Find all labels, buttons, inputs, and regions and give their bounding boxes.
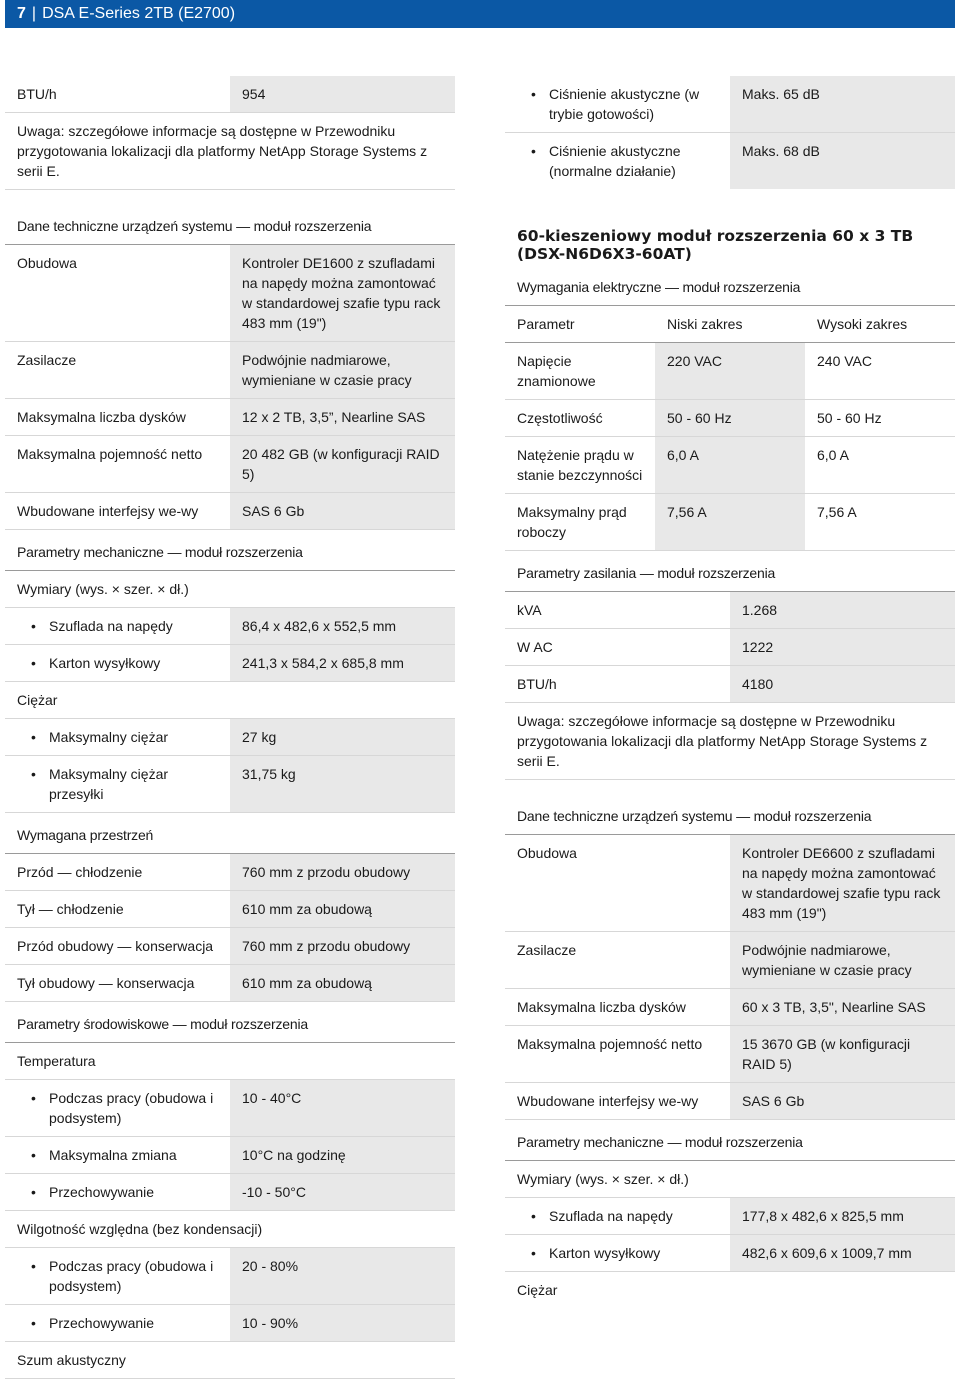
section-heading: Wymagana przestrzeń [5, 813, 455, 854]
spec-label: Obudowa [517, 845, 577, 861]
spec-row [505, 932, 955, 989]
spec-row [505, 76, 955, 133]
note-text: Uwaga: szczegółowe informacje są dostępne w Przewodniku przygotowania lokalizacji dla platformy NetApp Storage Systems z serii E. [5, 113, 455, 190]
group-label: Ciężar [5, 682, 455, 719]
spec-label-text: Maksymalny ciężar przesyłki [49, 766, 169, 802]
spec-value: Kontroler DE6600 z szufladami na napędy można zamontować w standardowej szafie typu rack 483 mm (19") [730, 835, 955, 931]
spec-label: Przód obudowy — konserwacja [17, 938, 214, 954]
group-label: Ciężar [517, 1282, 558, 1298]
table-cell: 7,56 A [655, 494, 805, 550]
spec-label [5, 1174, 230, 1210]
spec-label [505, 76, 730, 132]
spec-value: 10 - 40°C [230, 1080, 455, 1136]
spec-value: Podwójnie nadmiarowe, wymieniane w czasie pracy [230, 342, 455, 398]
column-header: Wysoki zakres [817, 316, 908, 332]
spec-row [5, 342, 455, 399]
spec-label-text: Maksymalna zmiana [49, 1147, 177, 1163]
spec-label [5, 1305, 230, 1341]
spec-label: Obudowa [17, 255, 77, 271]
bullet-icon: • [31, 1184, 36, 1200]
header-separator: | [31, 5, 37, 22]
spec-value: Podwójnie nadmiarowe, wymieniane w czasie pracy [730, 932, 955, 988]
spec-label-text: Maksymalny ciężar [49, 729, 169, 745]
right-column [505, 76, 955, 1308]
section-heading: Parametry mechaniczne — moduł rozszerzenia [5, 530, 455, 571]
spec-label: Maksymalna liczba dysków [517, 999, 686, 1015]
bullet-icon: • [31, 618, 36, 634]
spec-value: 954 [230, 76, 455, 112]
spec-label [5, 1248, 230, 1304]
spec-row [5, 399, 455, 436]
spec-value: 4180 [730, 666, 955, 702]
note-text: Uwaga: szczegółowe informacje są dostępne w Przewodniku przygotowania lokalizacji dla platformy NetApp Storage Systems z serii E. [505, 703, 955, 780]
spec-row [505, 592, 955, 629]
group-label: Wymiary (wys. × szer. × dł.) [505, 1161, 955, 1198]
module-title: 60-kieszeniowy moduł rozszerzenia 60 x 3 TB (DSX-N6D6X3-60AT) [517, 227, 914, 263]
section-heading: Dane techniczne urządzeń systemu — moduł rozszerzenia [505, 794, 955, 835]
spec-label-text: Przechowywanie [49, 1184, 155, 1200]
table-cell: Częstotliwość [517, 410, 603, 426]
spec-row [505, 666, 955, 703]
spec-row [5, 245, 455, 342]
spec-label: Przód — chłodzenie [17, 864, 143, 880]
table-cell: Napięcie znamionowe [517, 353, 596, 389]
bullet-icon: • [31, 1315, 36, 1331]
spec-label: Tył obudowy — konserwacja [17, 975, 195, 991]
spec-label [505, 133, 730, 189]
spec-row [505, 1198, 955, 1235]
group-label: Temperatura [5, 1043, 455, 1080]
column-header: Niski zakres [667, 316, 743, 332]
table-row [505, 400, 955, 437]
section-heading: Dane techniczne urządzeń systemu — moduł rozszerzenia [5, 204, 455, 245]
spec-value: 482,6 x 609,6 x 1009,7 mm [730, 1235, 955, 1271]
spec-value: 10°C na godzinę [230, 1137, 455, 1173]
spec-label: BTU/h [517, 676, 557, 692]
column-header: Parametr [517, 316, 575, 332]
spec-value: Maks. 68 dB [730, 133, 955, 189]
spec-value: 610 mm za obudową [230, 891, 455, 927]
spec-value: 15 3670 GB (w konfiguracji RAID 5) [730, 1026, 955, 1082]
bullet-icon: • [531, 1208, 536, 1224]
spec-label [5, 756, 230, 812]
spec-label [5, 1137, 230, 1173]
spec-label-text: Szuflada na napędy [549, 1208, 673, 1224]
table-row [505, 343, 955, 400]
table-cell: 6,0 A [655, 437, 805, 493]
spec-row [505, 989, 955, 1026]
spec-value: 10 - 90% [230, 1305, 455, 1341]
spec-value: 86,4 x 482,6 x 552,5 mm [230, 608, 455, 644]
table-row [505, 437, 955, 494]
spec-row [5, 756, 455, 813]
spec-row [505, 1026, 955, 1083]
spec-label: BTU/h [17, 86, 57, 102]
spec-label: W AC [517, 639, 553, 655]
spec-label: Tył — chłodzenie [17, 901, 124, 917]
spec-row [5, 76, 455, 113]
spec-label: Wbudowane interfejsy we-wy [517, 1093, 699, 1109]
document-title: DSA E-Series 2TB (E2700) [42, 5, 236, 22]
bullet-icon: • [531, 143, 536, 159]
spec-value: Maks. 65 dB [730, 76, 955, 132]
spec-row [5, 928, 455, 965]
left-column [5, 76, 455, 1379]
spec-label-text: Ciśnienie akustyczne (normalne działanie) [549, 143, 681, 179]
spec-value: 1222 [730, 629, 955, 665]
spec-label-text: Podczas pracy (obudowa i podsystem) [49, 1258, 214, 1294]
spec-value: 1.268 [730, 592, 955, 628]
spec-label: Wbudowane interfejsy we-wy [17, 503, 199, 519]
section-heading: Parametry zasilania — moduł rozszerzenia [505, 551, 955, 592]
spec-label-text: Ciśnienie akustyczne (w trybie gotowości) [549, 86, 700, 122]
spec-label-text: Szuflada na napędy [49, 618, 173, 634]
spec-label: kVA [517, 602, 542, 618]
spec-row [5, 1137, 455, 1174]
spec-row [505, 1083, 955, 1120]
spec-row [5, 854, 455, 891]
page-number: 7 [17, 5, 26, 22]
spec-value: Kontroler DE1600 z szufladami na napędy można zamontować w standardowej szafie typu rack 483 mm (19") [230, 245, 455, 341]
bullet-icon: • [31, 766, 36, 782]
spec-row [5, 645, 455, 682]
spec-row [5, 436, 455, 493]
group-label: Wymiary (wys. × szer. × dł.) [5, 571, 455, 608]
bullet-icon: • [31, 729, 36, 745]
bullet-icon: • [531, 86, 536, 102]
section-heading: Wymagania elektryczne — moduł rozszerzenia [505, 273, 955, 306]
spec-value: 27 kg [230, 719, 455, 755]
spec-label: Maksymalna pojemność netto [517, 1036, 703, 1052]
table-cell: 6,0 A [817, 447, 849, 463]
spec-label: Zasilacze [17, 352, 77, 368]
spec-label [5, 608, 230, 644]
spec-label-text: Karton wysyłkowy [49, 655, 161, 671]
spec-row [5, 1305, 455, 1342]
table-cell: 50 - 60 Hz [655, 400, 805, 436]
spec-row [5, 719, 455, 756]
group-label: Wilgotność względna (bez kondensacji) [5, 1211, 455, 1248]
spec-value: 12 x 2 TB, 3,5”, Nearline SAS [230, 399, 455, 435]
spec-row [505, 133, 955, 189]
spec-label-text: Przechowywanie [49, 1315, 155, 1331]
spec-label: Maksymalna pojemność netto [17, 446, 203, 462]
spec-row [5, 1248, 455, 1305]
spec-label: Zasilacze [517, 942, 577, 958]
spec-label-text: Karton wysyłkowy [549, 1245, 661, 1261]
bullet-icon: • [31, 655, 36, 671]
spec-label [505, 1198, 730, 1234]
spec-label [5, 645, 230, 681]
bullet-icon: • [531, 1245, 536, 1261]
section-heading: Parametry środowiskowe — moduł rozszerzenia [5, 1002, 455, 1043]
table-cell: 220 VAC [655, 343, 805, 399]
spec-row [5, 1080, 455, 1137]
spec-row [505, 835, 955, 932]
spec-value: 20 - 80% [230, 1248, 455, 1304]
spec-value: 31,75 kg [230, 756, 455, 812]
spec-row [505, 1235, 955, 1272]
spec-value: 760 mm z przodu obudowy [230, 928, 455, 964]
spec-row [505, 629, 955, 666]
spec-label [5, 719, 230, 755]
spec-value: -10 - 50°C [230, 1174, 455, 1210]
spec-value: 610 mm za obudową [230, 965, 455, 1001]
table-header-row [505, 306, 955, 343]
spec-label-text: Podczas pracy (obudowa i podsystem) [49, 1090, 214, 1126]
spec-value: SAS 6 Gb [730, 1083, 955, 1119]
spec-label [5, 1080, 230, 1136]
table-row [505, 494, 955, 551]
group-label: Szum akustyczny [5, 1342, 455, 1379]
spec-row [5, 965, 455, 1002]
spec-label: Maksymalna liczba dysków [17, 409, 186, 425]
spec-value: 760 mm z przodu obudowy [230, 854, 455, 890]
spec-label [505, 1235, 730, 1271]
table-cell: Natężenie prądu w stanie bezczynności [517, 447, 643, 483]
spec-row [5, 891, 455, 928]
bullet-icon: • [31, 1147, 36, 1163]
spec-value: 60 x 3 TB, 3,5", Nearline SAS [730, 989, 955, 1025]
spec-value: 177,8 x 482,6 x 825,5 mm [730, 1198, 955, 1234]
spec-value: SAS 6 Gb [230, 493, 455, 529]
spec-row [5, 493, 455, 530]
table-cell: Maksymalny prąd roboczy [517, 504, 627, 540]
spec-row [5, 608, 455, 645]
page-header [5, 0, 955, 28]
spec-value: 20 482 GB (w konfiguracji RAID 5) [230, 436, 455, 492]
spec-value: 241,3 x 584,2 x 685,8 mm [230, 645, 455, 681]
section-heading: Parametry mechaniczne — moduł rozszerzenia [505, 1120, 955, 1161]
bullet-icon: • [31, 1258, 36, 1274]
table-cell: 7,56 A [817, 504, 857, 520]
bullet-icon: • [31, 1090, 36, 1106]
spec-row [5, 1174, 455, 1211]
table-cell: 240 VAC [817, 353, 872, 369]
table-cell: 50 - 60 Hz [817, 410, 882, 426]
